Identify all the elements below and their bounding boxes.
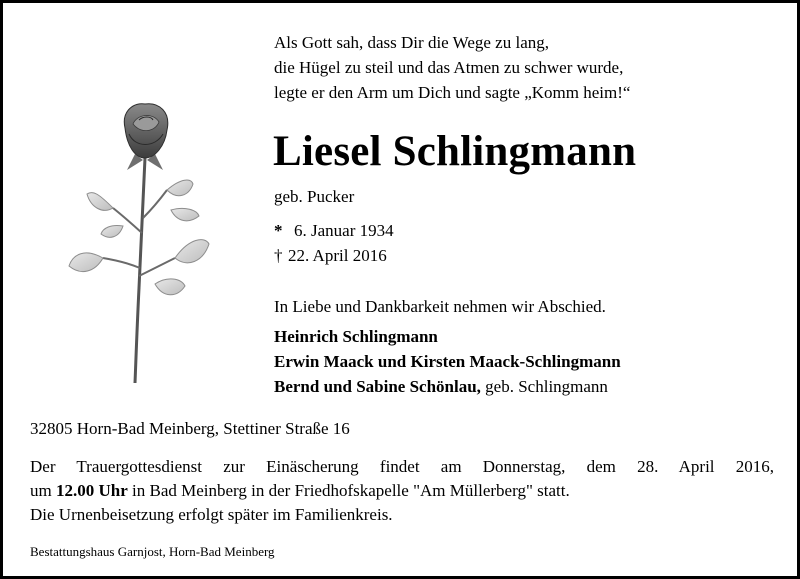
birth-symbol: * xyxy=(274,221,283,240)
mourner-birth-name: geb. Schlingmann xyxy=(480,377,608,396)
service-text: in Bad Meinberg in der Friedhofskapelle "Am Müllerberg" statt. xyxy=(127,481,570,500)
life-dates xyxy=(274,218,394,268)
service-line: Der Trauergottesdienst zur Einäscherung findet am Donnerstag, dem 28. April 2016, xyxy=(30,457,774,476)
mourner-name: Erwin Maack und Kirsten Maack-Schlingmann xyxy=(274,352,621,371)
birth-date-row xyxy=(274,218,394,243)
death-date: 22. April 2016 xyxy=(288,246,387,265)
family-address: 32805 Horn-Bad Meinberg, Stettiner Straße 16 xyxy=(30,419,350,438)
mourner-name: Heinrich Schlingmann xyxy=(274,327,438,346)
poem-line: Als Gott sah, dass Dir die Wege zu lang, xyxy=(274,33,549,52)
poem-line: die Hügel zu steil und das Atmen zu schwer wurde, xyxy=(274,58,624,77)
poem-line: legte er den Arm um Dich und sagte „Komm heim!“ xyxy=(274,83,631,102)
deceased-name: Liesel Schlingmann xyxy=(273,128,637,175)
memorial-poem xyxy=(274,30,630,105)
service-time: 12.00 Uhr xyxy=(55,481,128,500)
service-line: Die Urnenbeisetzung erfolgt später im Familienkreis. xyxy=(30,505,393,524)
funeral-service-info xyxy=(30,455,774,527)
mourner-name xyxy=(274,374,621,399)
birth-name: geb. Pucker xyxy=(274,187,355,206)
service-text: um xyxy=(30,481,56,500)
undertaker-credit: Bestattungshaus Garnjost, Horn-Bad Meinberg xyxy=(30,544,275,559)
cross-symbol: † xyxy=(274,246,283,265)
birth-date: 6. Januar 1934 xyxy=(294,221,394,240)
rose-icon xyxy=(63,98,223,388)
service-line xyxy=(30,479,774,503)
mourners-list xyxy=(274,324,621,399)
mourner-name-bold: Bernd und Sabine Schönlau, xyxy=(274,377,481,396)
farewell-text: In Liebe und Dankbarkeit nehmen wir Abschied. xyxy=(274,297,606,316)
death-date-row xyxy=(274,243,394,268)
